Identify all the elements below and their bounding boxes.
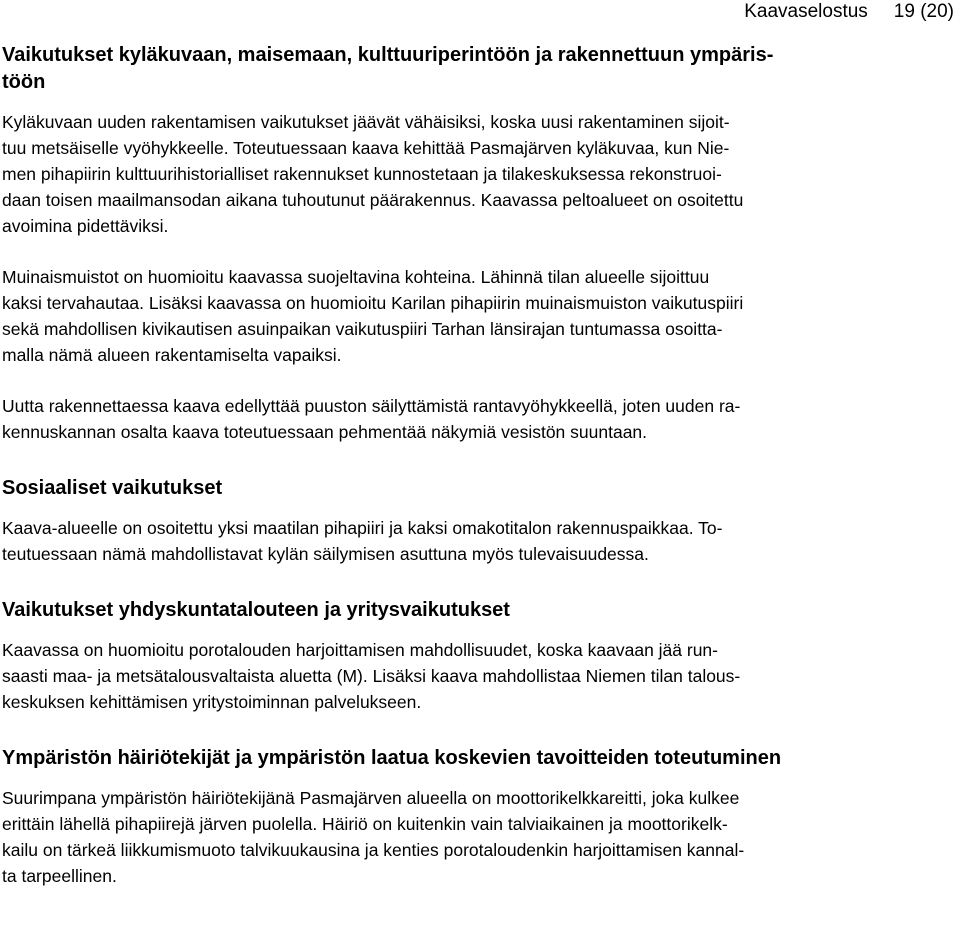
section-heading-social-impacts: Sosiaaliset vaikutukset <box>2 477 223 499</box>
section-heading-environmental-disturbances: Ympäristön häiriötekijät ja ympäristön laatua koskevien tavoitteiden toteutuminen <box>2 747 782 769</box>
paragraph-village-scenery: Kyläkuvaan uuden rakentamisen vaikutukset jäävät vähäisiksi, koska uusi rakentaminen sijoit- tuu metsäiselle vyöhykkeelle. Toteutuessaan kaava kehittää Pasmajärven kyläkuvaa, kun Nie- men pihapiirin kulttuurihistorialliset rakennukset kunnostetaan ja tilakeskuksessa rekonstruoi- daan toisen maailmansodan aikana tuhoutunut päärakennus. Kaavassa peltoalueet on osoitettu avoimina pidettäviksi. <box>2 112 744 236</box>
paragraph-tree-preservation: Uutta rakennettaessa kaava edellyttää puuston säilyttämistä rantavyöhykkeellä, joten uuden ra- kennuskannan osalta kaava toteutuessaan pehmentää näkymiä vesistön suuntaan. <box>2 396 741 442</box>
paragraph-environmental-disturbances: Suurimpana ympäristön häiriötekijänä Pasmajärven alueella on moottorikelkkareitti, joka kulkee erittäin lähellä pihapiirejä järven puolella. Häiriö on kuitenkin vain talviaikainen ja moottorikelk- kailu on tärkeä liikkumismuoto talvikuukausina ja kenties porotaloudenkin harjoittamisen kannal- ta tarpeellinen. <box>2 788 745 886</box>
document-title: Kaavaselostus <box>744 1 868 22</box>
paragraph-antiquities: Muinaismuistot on huomioitu kaavassa suojeltavina kohteina. Lähinnä tilan alueelle sijoittuu kaksi tervahautaa. Lisäksi kaavassa on huomioitu Karilan pihapiirin muinaismuiston vaikutuspiiri sekä mahdollisen kivikautisen asuinpaikan vaikutuspiiri Tarhan länsirajan tuntumassa osoitta- malla nämä alueen rakentamiselta vapaiksi. <box>2 267 744 365</box>
section-heading-landscape-impacts: Vaikutukset kyläkuvaan, maisemaan, kulttuuriperintöön ja rakennettuun ympäris- töön <box>2 44 774 93</box>
document-body <box>2 42 952 889</box>
paragraph-economy-impacts: Kaavassa on huomioitu porotalouden harjoittamisen mahdollisuudet, koska kaavaan jää run- saasti maa- ja metsätalousvaltaista aluetta (M). Lisäksi kaava mahdollistaa Niemen tilan talous- keskuksen kehittämisen yritystoiminnan palvelukseen. <box>2 640 741 712</box>
page-number: 19 (20) <box>893 1 954 22</box>
section-heading-economy-impacts: Vaikutukset yhdyskuntatalouteen ja yritysvaikutukset <box>2 599 510 621</box>
paragraph-social-impacts: Kaava-alueelle on osoitettu yksi maatilan pihapiiri ja kaksi omakotitalon rakennuspaikkaa. To- teutuessaan nämä mahdollistavat kylän säilymisen asuttuna myös tulevaisuudessa. <box>2 518 723 564</box>
page-header <box>744 1 954 23</box>
